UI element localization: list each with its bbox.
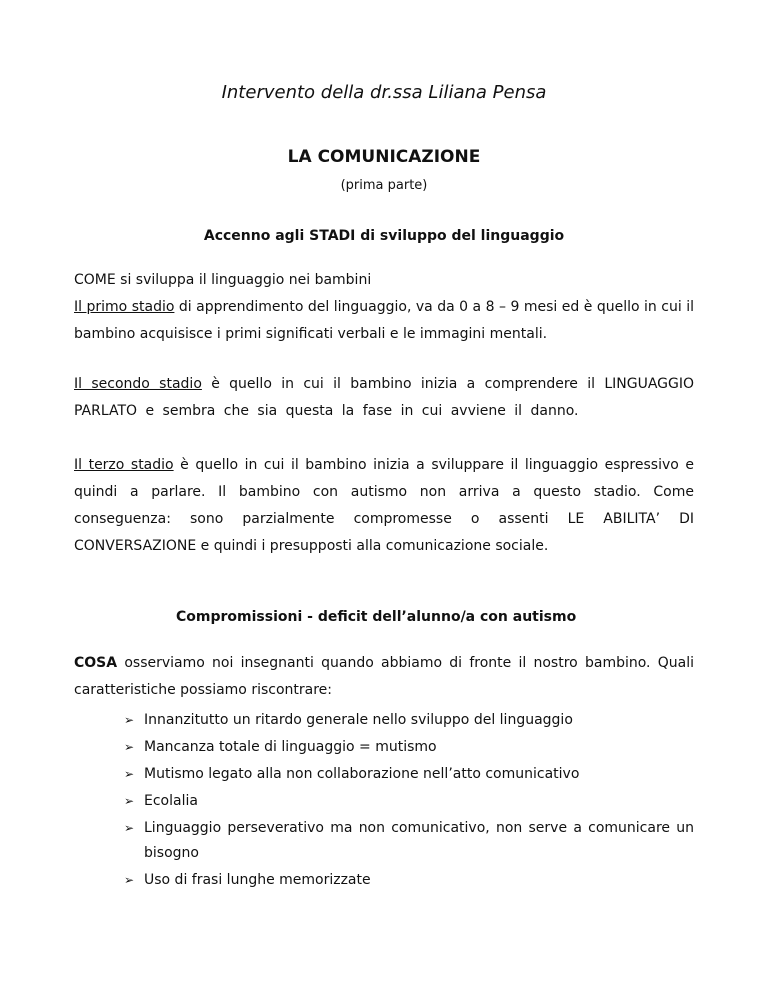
section-title-compromissioni: Compromissioni - deficit dell’alunno/a con autismo: [176, 609, 577, 625]
section-title-stadi: Accenno agli STADI di sviluppo del linguaggio: [203, 228, 565, 244]
paragraph-primo-stadio: [74, 294, 694, 348]
list-item: ➢ Linguaggio perseverativo ma non comunicativo, non serve a comunicare un bisogno: [124, 816, 694, 866]
paragraph-come: [74, 267, 694, 294]
terzo-stadio-label: Il terzo stadio: [74, 457, 174, 473]
arrow-bullet-icon: ➢: [124, 767, 135, 781]
document-subtitle: (prima parte): [340, 178, 428, 193]
arrow-bullet-icon: ➢: [124, 873, 135, 887]
paragraph-cosa: [74, 650, 694, 704]
paragraph-secondo-stadio: [74, 371, 694, 425]
terzo-stadio-text: è quello in cui il bambino inizia a sviluppare il linguaggio espressivo e quindi a parlare. Il bambino con autismo non arriva a questo stadio. Come conseguenza: sono parzialmente compromesse o assenti LE ABILITA’ DI CONVERSAZIONE e quindi i presupposti alla comunicazione sociale.: [74, 457, 694, 554]
document-title: LA COMUNICAZIONE: [287, 147, 481, 167]
list-item: ➢ Uso di frasi lunghe memorizzate: [124, 868, 694, 893]
cosa-label: COSA: [74, 655, 118, 671]
characteristics-list: [124, 708, 694, 895]
arrow-bullet-icon: ➢: [124, 740, 135, 754]
list-item: ➢ Ecolalia: [124, 789, 694, 814]
arrow-bullet-icon: ➢: [124, 821, 135, 835]
list-item: ➢ Mutismo legato alla non collaborazione nell’atto comunicativo: [124, 762, 694, 787]
paragraph-terzo-stadio: [74, 452, 694, 560]
primo-stadio-text: di apprendimento del linguaggio, va da 0 a 8 – 9 mesi ed è quello in cui il bambino acquisisce i primi significati verbali e le immagini mentali.: [74, 299, 694, 342]
list-item: ➢ Mancanza totale di linguaggio = mutismo: [124, 735, 694, 760]
intro-line: Intervento della dr.ssa Liliana Pensa: [221, 82, 547, 103]
cosa-text: osserviamo noi insegnanti quando abbiamo di fronte il nostro bambino. Quali caratteristiche possiamo riscontrare:: [74, 655, 694, 698]
secondo-stadio-text: è quello in cui il bambino inizia a comprendere il LINGUAGGIO PARLATO e sembra che sia questa la fase in cui avviene il danno.: [74, 376, 694, 419]
secondo-stadio-label: Il secondo stadio: [74, 376, 202, 392]
list-item: ➢ Innanzitutto un ritardo generale nello sviluppo del linguaggio: [124, 708, 694, 733]
arrow-bullet-icon: ➢: [124, 794, 135, 808]
primo-stadio-label: Il primo stadio: [74, 299, 175, 315]
paragraph-come-text: COME si sviluppa il linguaggio nei bambini: [74, 272, 372, 288]
arrow-bullet-icon: ➢: [124, 713, 135, 727]
